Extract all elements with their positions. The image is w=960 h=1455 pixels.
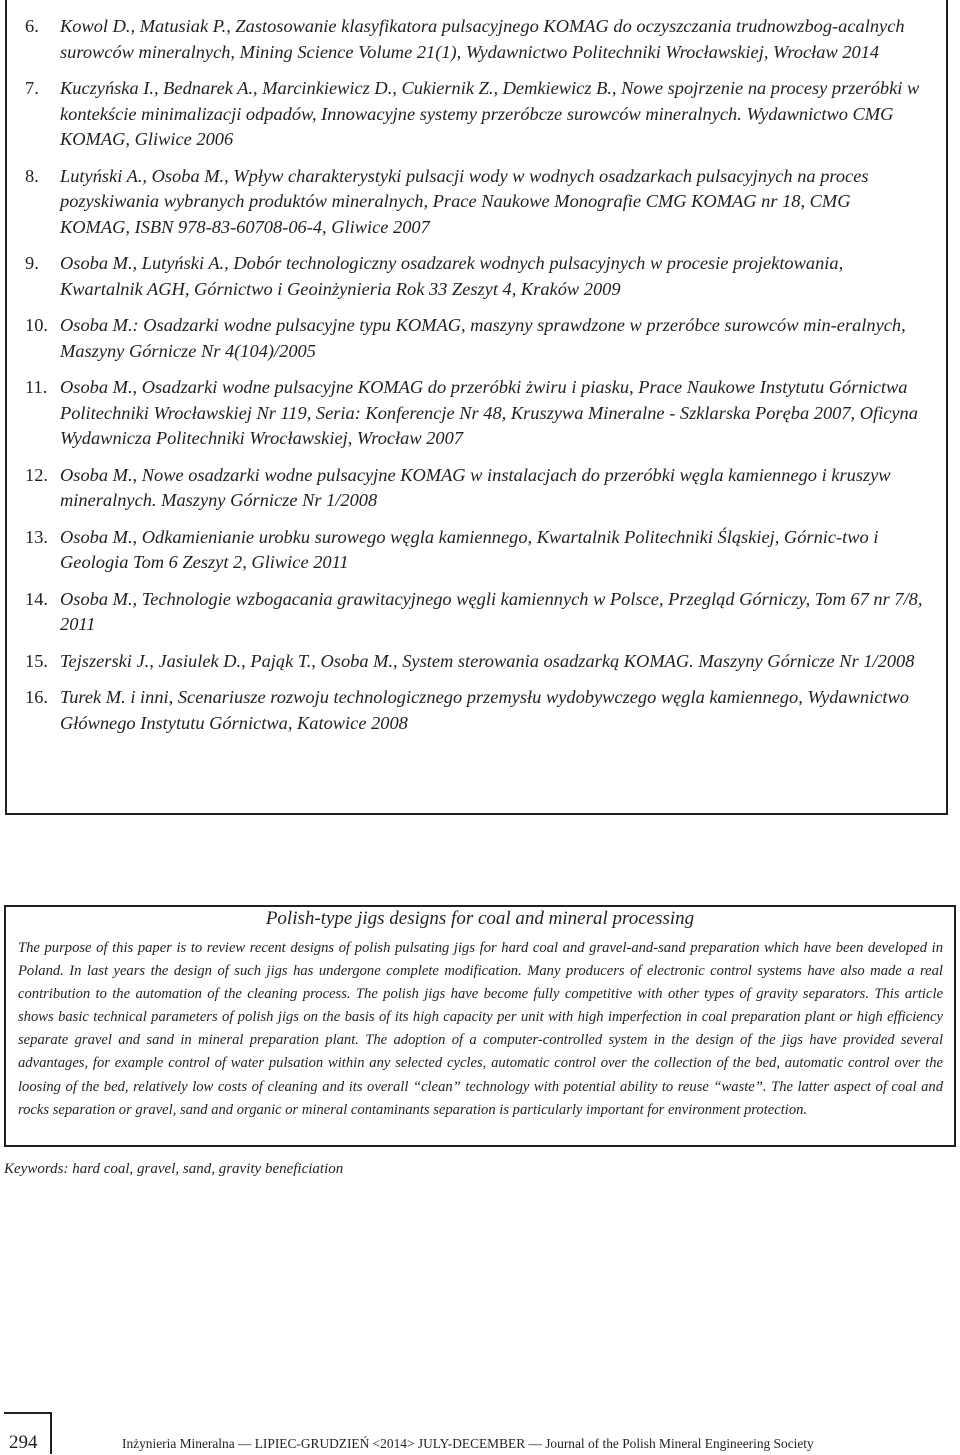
- reference-number: 6.: [25, 16, 39, 36]
- reference-title: Odkamienianie urobku surowego węgla kamiennego, Kwartalnik Politechniki Śląskiej, Górnic-two i Geologia Tom 6 Zeszyt 2, Gliwice 2011: [60, 526, 879, 572]
- reference-title: Scenariusze rozwoju technologicznego przemysłu wydobywczego węgla kamiennego, Wydawnictwo Głównego Instytutu Górnictwa, Katowice 2008: [60, 687, 909, 733]
- reference-item: [7, 76, 947, 153]
- reference-authors: Osoba M.,: [60, 588, 138, 609]
- reference-number: 9.: [25, 253, 39, 273]
- reference-item: [7, 313, 947, 364]
- keywords: Keywords: hard coal, gravel, sand, gravity beneficiation: [4, 1161, 344, 1177]
- reference-number: 15.: [25, 650, 48, 671]
- reference-number: 12.: [25, 464, 48, 485]
- abstract-text: The purpose of this paper is to review recent designs of polish pulsating jigs for hard coal and gravel-and-sand preparation which have been developed in Poland. In last years the design of such jigs has undergone complete modification. Many producers of electronic control systems have also made a real contribution to the automation of the cleaning process. The polish jigs have become fully competitive with other types of gravity separators. This article shows basic technical parameters of polish jigs on the basis of its high capacity per unit with high imperfection in coal preparation plant or high efficiency separate gravel and sand in mineral preparation plant. The adoption of a computer-controlled system in the design of the jigs have provided several advantages, for example control of water pulsation within any selected cycles, automatic control over the collection of the bed, automatic control over the loosing of the bed, relatively low costs of cleaning and its overall “clean” technology with potential ability to reuse “waste”. The latter aspect of coal and rocks separation or gravel, sand and organic or mineral contaminants separation is particularly important for environment protection.: [18, 940, 943, 1118]
- reference-title: Nowe spojrzenie na procesy przeróbki w kontekście minimalizacji odpadów, Innowacyjne systemy przeróbcze surowców mineralnych. Wydawnictwo CMG KOMAG, Gliwice 2006: [60, 78, 920, 149]
- reference-authors: Osoba M.,: [60, 377, 138, 397]
- reference-number: 10.: [25, 315, 48, 335]
- reference-number: 13.: [25, 526, 48, 547]
- reference-number: 7.: [25, 78, 39, 98]
- page-number: 294: [9, 1432, 38, 1453]
- reference-item: [7, 375, 947, 452]
- reference-number: 16.: [25, 687, 48, 707]
- reference-item: [7, 685, 947, 736]
- reference-title: System sterowania osadzarką KOMAG. Maszyny Górnicze Nr 1/2008: [397, 650, 915, 671]
- reference-authors: Turek M. i inni,: [60, 687, 174, 707]
- reference-authors: Kuczyńska I., Bednarek A., Marcinkiewicz D., Cukiernik Z., Demkiewicz B.,: [60, 78, 617, 98]
- reference-item: [7, 251, 947, 302]
- reference-item: [7, 14, 947, 65]
- abstract-title: Polish-type jigs designs for coal and mineral processing: [265, 908, 695, 929]
- references-box: [5, 0, 948, 815]
- reference-item: [7, 463, 947, 514]
- reference-title: Technologie wzbogacania grawitacyjnego węgli kamiennych w Polsce, Przegląd Górniczy, Tom 67 nr 7/8, 2011: [60, 588, 923, 634]
- reference-authors: Tejszerski J., Jasiulek D., Pająk T., Osoba M.,: [60, 650, 398, 671]
- reference-authors: Kowol D., Matusiak P.,: [60, 16, 231, 36]
- reference-authors: Osoba M.:: [60, 315, 139, 335]
- reference-item: [7, 525, 947, 576]
- reference-title: Zastosowanie klasyfikatora pulsacyjnego KOMAG do oczyszczania trudnowzbog-acalnych surowców mineralnych, Mining Science Volume 21(1), Wydawnictwo Politechniki Wrocławskiej, Wrocław 2014: [60, 16, 905, 62]
- reference-number: 11.: [25, 377, 48, 397]
- reference-number: 8.: [25, 165, 39, 186]
- reference-item: [7, 164, 947, 241]
- reference-title: Wpływ charakterystyki pulsacji wody w wodnych osadzarkach pulsacyjnych na proces pozyskiwania wybranych produktów mineralnych, Prace Naukowe Monografie CMG KOMAG nr 18, CMG KOMAG, ISBN 978-83-60708-06-4, Gliwice 2007: [60, 165, 869, 237]
- reference-authors: Osoba M.,: [60, 464, 138, 485]
- reference-item: [7, 587, 947, 638]
- reference-title: Dobór technologiczny osadzarek wodnych pulsacyjnych w procesie projektowania, Kwartalnik AGH, Górnictwo i Geoinżynieria Rok 33 Zeszyt 4, Kraków 2009: [60, 253, 844, 299]
- reference-list: [7, 14, 947, 747]
- reference-title: Osadzarki wodne pulsacyjne typu KOMAG, maszyny sprawdzone w przeróbce surowców min-eralnych, Maszyny Górnicze Nr 4(104)/2005: [60, 315, 906, 361]
- reference-number: 14.: [25, 588, 48, 609]
- reference-title: Nowe osadzarki wodne pulsacyjne KOMAG w instalacjach do przeróbki węgla kamiennego i kruszyw mineralnych. Maszyny Górnicze Nr 1/2008: [60, 464, 891, 510]
- reference-title: Osadzarki wodne pulsacyjne KOMAG do przeróbki żwiru i piasku, Prace Naukowe Instytutu Górnictwa Politechniki Wrocławskiej Nr 119, Seria: Konferencje Nr 48, Kruszywa Mineralne - Szklarska Poręba 2007, Oficyna Wydawnicza Politechniki Wrocławskiej, Wrocław 2007: [60, 377, 918, 448]
- reference-authors: Lutyński A., Osoba M.,: [60, 165, 229, 186]
- reference-item: [7, 649, 947, 675]
- running-footer: Inżynieria Mineralna — LIPIEC-GRUDZIEŃ <2014> JULY-DECEMBER — Journal of the Polish Mineral Engineering Society: [122, 1436, 814, 1451]
- reference-authors: Osoba M.,: [60, 526, 138, 547]
- reference-authors: Osoba M., Lutyński A.,: [60, 253, 229, 273]
